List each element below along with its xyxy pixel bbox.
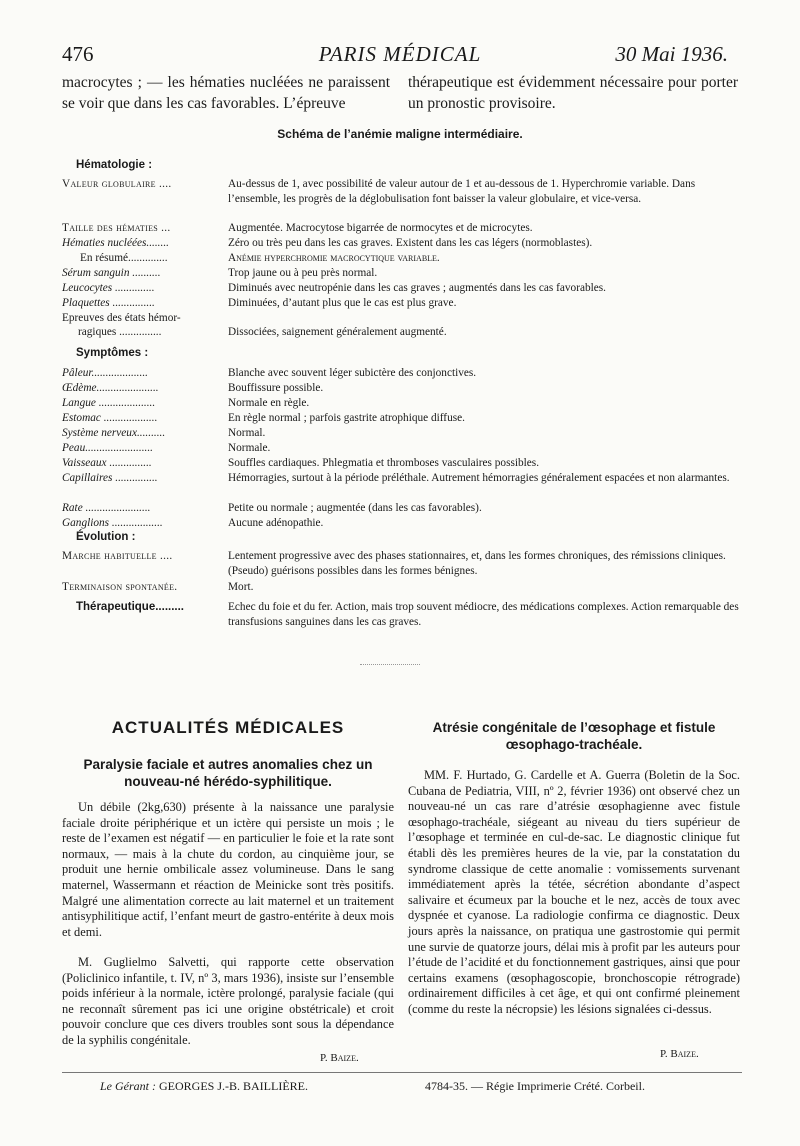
footer-gerant-name: GEORGES J.-B. BAILLIÈRE. xyxy=(159,1079,308,1093)
row-label-rate: Rate ....................... xyxy=(62,502,151,514)
row-value-valeur-globulaire: Au-dessus de 1, avec possibilité de valeur autour de 1 et au-dessous de 1. Hyperchromie variable. Dans l’ensemble, les progrès de la déglobulisation font baisser la valeur globulaire, et vice-versa. xyxy=(228,178,696,205)
row-label-oedeme: Œdème...................... xyxy=(62,382,159,394)
row-label-paleur: Pâleur.................... xyxy=(62,367,148,379)
row-value-vaisseaux: Souffles cardiaques. Phlegmatia et thromboses vasculaires possibles. xyxy=(228,457,540,469)
row-label-valeur-globulaire: Valeur globulaire .... xyxy=(62,178,172,190)
row-value-therapeutique: Echec du foie et du fer. Action, mais trop souvent médiocre, des médications complexes. Action remarquable des transfusions sanguines dans les cas graves. xyxy=(228,601,739,628)
row-label-terminaison: Terminaison spontanée. xyxy=(62,581,178,593)
row-label-epreuves-1: Epreuves des états hémor- xyxy=(62,312,181,324)
row-label-estomac: Estomac ................... xyxy=(62,412,158,424)
article1-paragraph1: Un débile (2kg,630) présente à la naissance une paralysie faciale droite périphérique et un ictère qui persiste un mois ; le reste de l’examen est négatif — en particulier le foie et la rate sont normaux, — mais à la chute du cordon, au cinquième jour, se produit une hernie ombilicale assez volumineuse. Dans le sang maternel, Wassermann et réaction de Meinicke sont très positifs. Malgré une alimentation correcte au lait maternel et un traitement antisyphilitique actif, l’enfant meurt de gastro-entérite à deux mois et demi. xyxy=(62,800,394,939)
row-label-langue: Langue .................... xyxy=(62,397,156,409)
article1-signature: P. Baize. xyxy=(320,1052,359,1064)
row-label-vaisseaux: Vaisseaux ............... xyxy=(62,457,152,469)
journal-title: PARIS MÉDICAL xyxy=(318,42,482,66)
row-value-peau: Normale. xyxy=(228,442,271,454)
row-value-plaquettes: Diminuées, d’autant plus que le cas est plus grave. xyxy=(228,297,457,309)
row-value-nucleees: Zéro ou très peu dans les cas graves. Existent dans les cas légers (normoblastes). xyxy=(228,237,593,249)
footer-gerant xyxy=(100,1079,308,1094)
article1-paragraph2: M. Guglielmo Salvetti, qui rapporte cette observation (Policlinico infantile, t. IV, nº 3, mars 1936), insiste sur l’ensemble poids inférieur à la normale, ictère prolongé, paralysie faciale (qui ne reconnaît sûrement pas ici une origine obstétricale) et croit pouvoir conclure que ces divers troubles sont sous la dépendance de la syphilis congénitale. xyxy=(62,955,394,1047)
top-text-right: thérapeutique est évidemment nécessaire pour porter un pronostic provisoire. xyxy=(408,74,738,112)
section-evolution: Évolution : xyxy=(76,531,136,543)
section-symptomes: Symptômes : xyxy=(76,347,149,359)
row-value-serum: Trop jaune ou à peu près normal. xyxy=(228,267,378,279)
row-value-capillaires: Hémorragies, surtout à la période préléthale. Autrement hémorragies généralement espacées et non alarmantes. xyxy=(228,472,730,484)
row-label-plaquettes: Plaquettes ............... xyxy=(62,297,155,309)
row-label-ganglions: Ganglions .................. xyxy=(62,517,163,529)
actualites-title: ACTUALITÉS MÉDICALES xyxy=(111,718,345,737)
row-value-ganglions: Aucune adénopathie. xyxy=(228,517,324,529)
row-label-nerveux: Système nerveux.......... xyxy=(62,427,166,439)
row-value-estomac: En règle normal ; parfois gastrite atrophique diffuse. xyxy=(228,412,465,424)
row-label-taille: Taille des hématies ... xyxy=(62,222,171,234)
row-label-nucleees: Hématies nucléées........ xyxy=(62,237,169,249)
row-label-serum: Sérum sanguin .......... xyxy=(62,267,161,279)
page-number: 476 xyxy=(62,42,94,66)
row-value-paleur: Blanche avec souvent léger subictère des conjonctives. xyxy=(228,367,477,379)
row-value-rate: Petite ou normale ; augmentée (dans les cas favorables). xyxy=(228,502,482,514)
section-divider xyxy=(360,664,420,665)
footer-printer: 4784-35. — Régie Imprimerie Crété. Corbeil. xyxy=(425,1079,645,1093)
row-value-marche: Lentement progressive avec des phases stationnaires, et, dans les formes chroniques, des rémissions cliniques. (Pseudo) guérisons possibles dans les formes bénignes. xyxy=(228,550,726,577)
row-label-leucocytes: Leucocytes .............. xyxy=(62,282,155,294)
row-value-taille: Augmentée. Macrocytose bigarrée de normocytes et de microcytes. xyxy=(228,222,533,234)
footer-rule xyxy=(62,1072,742,1073)
section-hematologie: Hématologie : xyxy=(76,159,153,171)
top-text-left: macrocytes ; — les hématies nucléées ne paraissent se voir que dans les cas favorables. L’épreuve xyxy=(62,74,390,112)
row-value-oedeme: Bouffissure possible. xyxy=(228,382,324,394)
article2-paragraph1: MM. F. Hurtado, G. Cardelle et A. Guerra (Boletin de la Soc. Cubana de Pediatria, VIII, nº 2, février 1936) ont observé chez un nouveau-né un cas rare d’atrésie œsophagienne avec fistule œsophago-trachéale, siégeant au niveau du tiers supérieur de l’œsophage et terminée en cul-de-sac. Le diagnostic clinique fut établi dès les premières heures de la vie, par la constatation du syndrome classique de cette anomalie : vomissements survenant immédiatement après la tétée, sécrétion abondante d’aspect salivaire et écumeux par la bouche et le nez, accès de toux avec dyspnée et cyanose. La radiologie confirma ce diagnostic. Deux jours après la naissance, on pratiqua une gastrostomie qui permit une survie de quatorze jours, délai mis à profit par les auteurs pour l’étude de l’acidité et du fonctionnement gastriques, ainsi que pour certains examens (œsophagoscopie, bronchoscopie rétrograde) ordinairement difficiles à cet âge, et qui ont confirmé pleinement (comme du reste la nécropsie) les lésions signalées ci-dessus. xyxy=(408,768,740,1016)
row-label-epreuves-2: ragiques ............... xyxy=(78,326,162,338)
row-value-epreuves: Dissociées, saignement généralement augmenté. xyxy=(228,326,447,338)
row-label-resume: En résumé.............. xyxy=(80,252,168,264)
footer-gerant-label: Le Gérant : xyxy=(100,1079,156,1093)
row-value-nerveux: Normal. xyxy=(228,427,266,439)
row-label-marche: Marche habituelle .... xyxy=(62,550,173,562)
row-value-leucocytes: Diminués avec neutropénie dans les cas graves ; augmentés dans les cas favorables. xyxy=(228,282,606,294)
row-label-peau: Peau........................ xyxy=(62,442,153,454)
row-label-capillaires: Capillaires ............... xyxy=(62,472,158,484)
row-value-resume: Anémie hyperchromie macrocytique variable. xyxy=(228,252,440,264)
schema-title: Schéma de l’anémie maligne intermédiaire. xyxy=(277,127,523,141)
issue-date: 30 Mai 1936. xyxy=(615,42,728,66)
row-value-langue: Normale en règle. xyxy=(228,397,310,409)
article1-title: Paralysie faciale et autres anomalies chez un nouveau-né hérédo-syphilitique. xyxy=(83,757,373,789)
article2-title: Atrésie congénitale de l’œsophage et fistule œsophago-trachéale. xyxy=(432,720,716,752)
row-label-therapeutique: Thérapeutique......... xyxy=(76,601,184,613)
row-value-terminaison: Mort. xyxy=(228,581,254,593)
article2-signature: P. Baize. xyxy=(660,1048,699,1060)
